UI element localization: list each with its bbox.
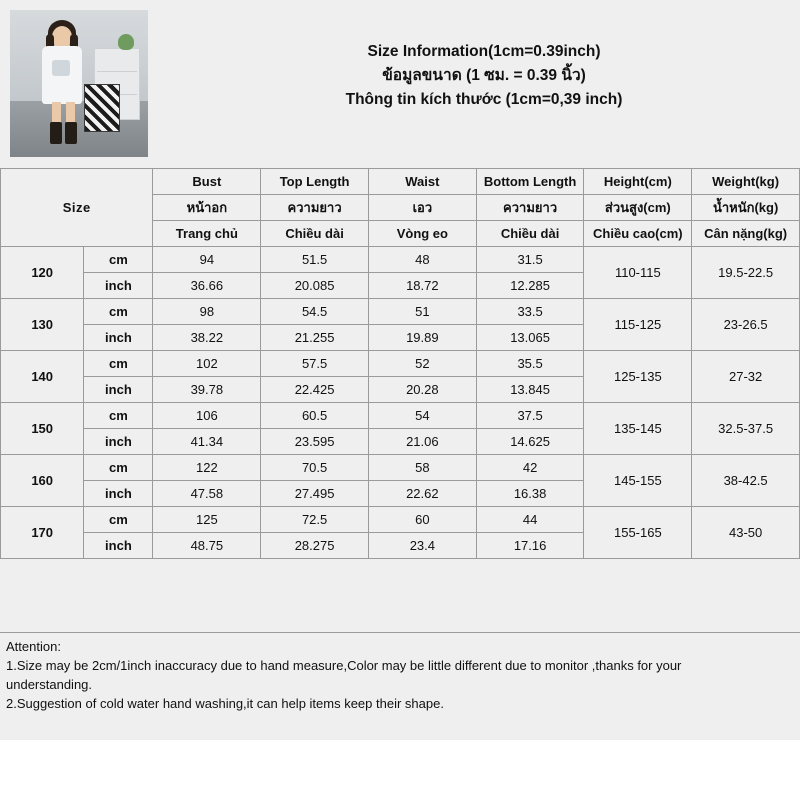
header-th-waist: เอว bbox=[368, 195, 476, 221]
cell-height: 155-165 bbox=[584, 507, 692, 559]
cell-waist-inch: 21.06 bbox=[368, 429, 476, 455]
cell-weight: 43-50 bbox=[692, 507, 800, 559]
cell-top-length-cm: 72.5 bbox=[261, 507, 369, 533]
row-size-label: 120 bbox=[1, 247, 84, 299]
cell-top-length-inch: 22.425 bbox=[261, 377, 369, 403]
header-band bbox=[0, 0, 800, 168]
cell-waist-inch: 20.28 bbox=[368, 377, 476, 403]
header-vi-bust: Trang chủ bbox=[153, 221, 261, 247]
table-row bbox=[1, 455, 800, 481]
cell-bottom-length-inch: 13.845 bbox=[476, 377, 584, 403]
title-vietnamese: Thông tin kích thước (1cm=0,39 inch) bbox=[345, 91, 623, 108]
row-unit-inch: inch bbox=[84, 325, 153, 351]
photo-checkered-bag bbox=[84, 84, 120, 132]
cell-waist-cm: 51 bbox=[368, 299, 476, 325]
cell-top-length-inch: 28.275 bbox=[261, 533, 369, 559]
size-table bbox=[0, 168, 800, 559]
cell-top-length-inch: 21.255 bbox=[261, 325, 369, 351]
cell-waist-cm: 48 bbox=[368, 247, 476, 273]
footer-whitespace bbox=[0, 740, 800, 800]
row-size-label: 160 bbox=[1, 455, 84, 507]
header-en-waist: Waist bbox=[368, 169, 476, 195]
header-th-top-length: ความยาว bbox=[261, 195, 369, 221]
header-th-weight: น้ำหนัก(kg) bbox=[692, 195, 800, 221]
cell-top-length-inch: 27.495 bbox=[261, 481, 369, 507]
row-unit-cm: cm bbox=[84, 507, 153, 533]
row-unit-cm: cm bbox=[84, 455, 153, 481]
header-en-top-length: Top Length bbox=[261, 169, 369, 195]
cell-bust-inch: 48.75 bbox=[153, 533, 261, 559]
header-vi-waist: Vòng eo bbox=[368, 221, 476, 247]
attention-heading: Attention: bbox=[6, 639, 61, 654]
cell-bust-cm: 125 bbox=[153, 507, 261, 533]
header-en-weight: Weight(kg) bbox=[692, 169, 800, 195]
cell-weight: 23-26.5 bbox=[692, 299, 800, 351]
cell-waist-inch: 18.72 bbox=[368, 273, 476, 299]
header-en-height: Height(cm) bbox=[584, 169, 692, 195]
cell-waist-inch: 22.62 bbox=[368, 481, 476, 507]
cell-bust-cm: 106 bbox=[153, 403, 261, 429]
cell-bust-inch: 47.58 bbox=[153, 481, 261, 507]
row-unit-inch: inch bbox=[84, 273, 153, 299]
cell-bottom-length-inch: 14.625 bbox=[476, 429, 584, 455]
cell-waist-inch: 23.4 bbox=[368, 533, 476, 559]
cell-bust-cm: 94 bbox=[153, 247, 261, 273]
cell-weight: 38-42.5 bbox=[692, 455, 800, 507]
row-unit-cm: cm bbox=[84, 403, 153, 429]
cell-bottom-length-cm: 42 bbox=[476, 455, 584, 481]
row-unit-inch: inch bbox=[84, 533, 153, 559]
row-unit-inch: inch bbox=[84, 481, 153, 507]
header-vi-height: Chiều cao(cm) bbox=[584, 221, 692, 247]
attention-line-1-cont: understanding. bbox=[6, 676, 93, 692]
cell-bust-inch: 39.78 bbox=[153, 377, 261, 403]
header-vi-top-length: Chiều dài bbox=[261, 221, 369, 247]
size-header-cell: Size bbox=[1, 169, 153, 247]
title-english: Size Information(1cm=0.39inch) bbox=[367, 42, 601, 60]
cell-bust-cm: 98 bbox=[153, 299, 261, 325]
row-unit-inch: inch bbox=[84, 377, 153, 403]
photo-plant bbox=[118, 34, 134, 50]
cell-bottom-length-cm: 44 bbox=[476, 507, 584, 533]
cell-weight: 32.5-37.5 bbox=[692, 403, 800, 455]
table-row bbox=[1, 247, 800, 273]
row-unit-cm: cm bbox=[84, 299, 153, 325]
header-en-bust: Bust bbox=[153, 169, 261, 195]
cell-top-length-cm: 54.5 bbox=[261, 299, 369, 325]
cell-weight: 27-32 bbox=[692, 351, 800, 403]
title-block bbox=[148, 0, 800, 168]
cell-bottom-length-inch: 13.065 bbox=[476, 325, 584, 351]
row-size-label: 140 bbox=[1, 351, 84, 403]
photo-dress-print bbox=[52, 60, 70, 76]
cell-top-length-cm: 51.5 bbox=[261, 247, 369, 273]
row-size-label: 150 bbox=[1, 403, 84, 455]
cell-height: 115-125 bbox=[584, 299, 692, 351]
title-thai: ข้อมูลขนาด (1 ซม. = 0.39 นิ้ว) bbox=[382, 66, 586, 84]
cell-bust-inch: 41.34 bbox=[153, 429, 261, 455]
table-row bbox=[1, 351, 800, 377]
cell-top-length-inch: 20.085 bbox=[261, 273, 369, 299]
cell-bottom-length-inch: 16.38 bbox=[476, 481, 584, 507]
cell-waist-cm: 58 bbox=[368, 455, 476, 481]
cell-top-length-inch: 23.595 bbox=[261, 429, 369, 455]
attention-block bbox=[0, 632, 800, 740]
photo-model-boot-left bbox=[50, 122, 62, 144]
row-size-label: 170 bbox=[1, 507, 84, 559]
cell-height: 145-155 bbox=[584, 455, 692, 507]
product-photo bbox=[10, 10, 148, 157]
cell-waist-cm: 52 bbox=[368, 351, 476, 377]
row-size-label: 130 bbox=[1, 299, 84, 351]
cell-waist-inch: 19.89 bbox=[368, 325, 476, 351]
table-header-row-en bbox=[1, 169, 800, 195]
cell-bottom-length-inch: 12.285 bbox=[476, 273, 584, 299]
cell-bottom-length-inch: 17.16 bbox=[476, 533, 584, 559]
header-th-bust: หน้าอก bbox=[153, 195, 261, 221]
attention-line-2: 2.Suggestion of cold water hand washing,it can help items keep their shape. bbox=[6, 695, 444, 711]
cell-bust-cm: 102 bbox=[153, 351, 261, 377]
table-row bbox=[1, 507, 800, 533]
header-vi-weight: Cân nặng(kg) bbox=[692, 221, 800, 247]
cell-weight: 19.5-22.5 bbox=[692, 247, 800, 299]
photo-model-head bbox=[52, 26, 72, 48]
attention-line-1: 1.Size may be 2cm/1inch inaccuracy due to hand measure,Color may be little different due to monitor ,thanks for your bbox=[6, 657, 682, 673]
cell-bottom-length-cm: 33.5 bbox=[476, 299, 584, 325]
cell-bottom-length-cm: 35.5 bbox=[476, 351, 584, 377]
cell-top-length-cm: 57.5 bbox=[261, 351, 369, 377]
header-th-bottom-length: ความยาว bbox=[476, 195, 584, 221]
cell-bottom-length-cm: 37.5 bbox=[476, 403, 584, 429]
row-unit-inch: inch bbox=[84, 429, 153, 455]
header-vi-bottom-length: Chiều dài bbox=[476, 221, 584, 247]
row-unit-cm: cm bbox=[84, 351, 153, 377]
header-th-height: ส่วนสูง(cm) bbox=[584, 195, 692, 221]
cell-waist-cm: 60 bbox=[368, 507, 476, 533]
row-unit-cm: cm bbox=[84, 247, 153, 273]
cell-height: 135-145 bbox=[584, 403, 692, 455]
table-row bbox=[1, 403, 800, 429]
cell-height: 125-135 bbox=[584, 351, 692, 403]
cell-waist-cm: 54 bbox=[368, 403, 476, 429]
cell-top-length-cm: 70.5 bbox=[261, 455, 369, 481]
cell-bust-inch: 38.22 bbox=[153, 325, 261, 351]
cell-bottom-length-cm: 31.5 bbox=[476, 247, 584, 273]
cell-bust-cm: 122 bbox=[153, 455, 261, 481]
photo-model-boot-right bbox=[65, 122, 77, 144]
table-row bbox=[1, 299, 800, 325]
cell-height: 110-115 bbox=[584, 247, 692, 299]
cell-bust-inch: 36.66 bbox=[153, 273, 261, 299]
header-en-bottom-length: Bottom Length bbox=[476, 169, 584, 195]
cell-top-length-cm: 60.5 bbox=[261, 403, 369, 429]
